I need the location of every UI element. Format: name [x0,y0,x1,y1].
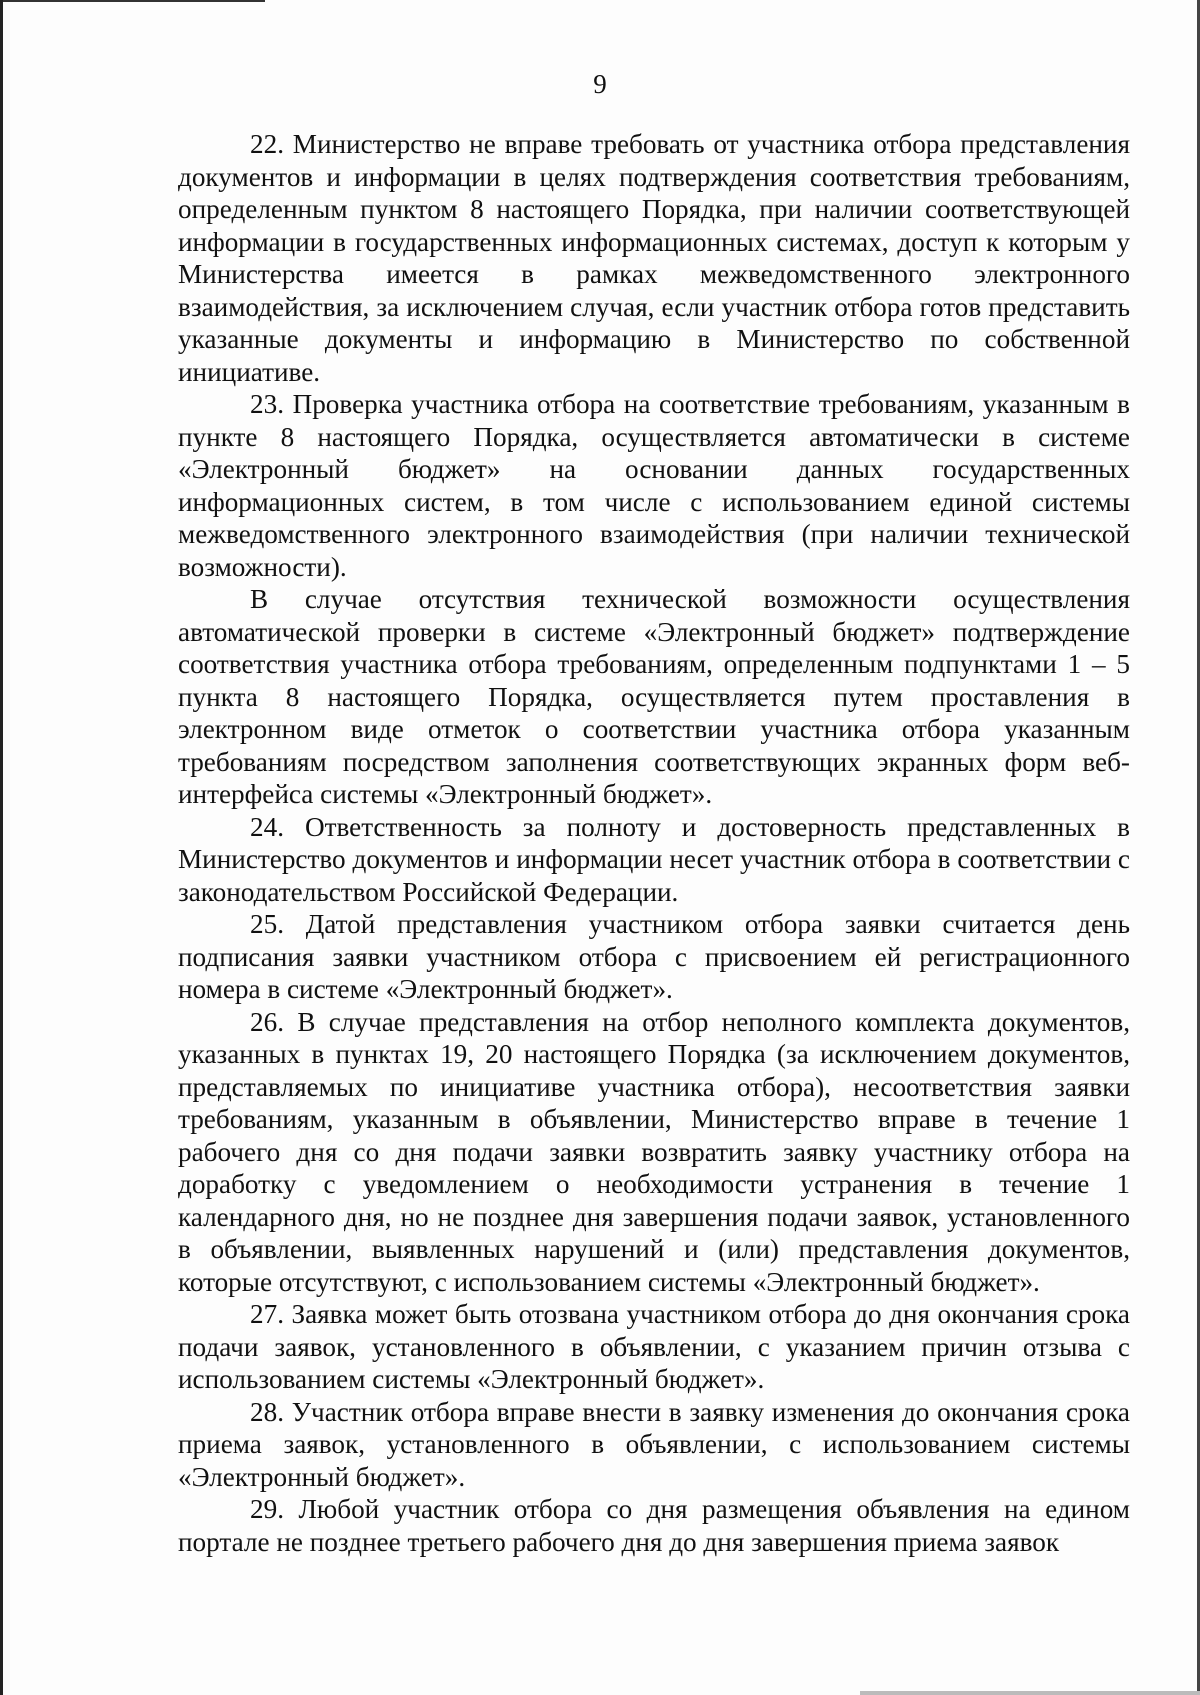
paragraph-27: 27. Заявка может быть отозвана участником отбора до дня окончания срока подачи заявок, установленного в объявлении, с указанием причин отзыва с использованием системы «Электронный бюджет». [178,1299,1130,1394]
paragraph-22: 22. Министерство не вправе требовать от участника отбора представления документов и информации в целях подтверждения соответствия требованиям, определенным пунктом 8 настоящего Порядка, при наличии соответствующей информации в государственных информационных системах, доступ к которым у Министерства имеется в рамках межведомственного электронного взаимодействия, за исключением случая, если участник отбора готов представить указанные документы и информацию в Министерство по собственной инициативе. [178,129,1130,387]
paragraph-23: 23. Проверка участника отбора на соответствие требованиям, указанным в пункте 8 настоящего Порядка, осуществляется автоматически в системе «Электронный бюджет» на основании данных государственных информационных систем, в том числе с использованием единой системы межведомственного электронного взаимодействия (при наличии технической возможности). [178,389,1130,582]
paragraph-29: 29. Любой участник отбора со дня размещения объявления на едином портале не позднее третьего рабочего дня до дня завершения приема заявок [178,1494,1130,1557]
paragraph-26: 26. В случае представления на отбор неполного комплекта документов, указанных в пунктах 19, 20 настоящего Порядка (за исключением документов, представляемых по инициативе участника отбора), несоответствия заявки требованиям, указанным в объявлении, Министерство вправе в течение 1 рабочего дня со дня подачи заявки возвратить заявку участнику отбора на доработку с уведомлением о необходимости устранения в течение 1 календарного дня, но не позднее дня завершения подачи заявок, установленного в объявлении, выявленных нарушений и (или) представления документов, которые отсутствуют, с использованием системы «Электронный бюджет». [178,1006,1130,1297]
document-body [178,128,1130,1558]
scan-edge-left [0,0,3,1695]
scan-edge-top [0,0,265,2]
scan-edge-bottom [860,1691,1200,1695]
paragraph-25: 25. Датой представления участником отбора заявки считается день подписания заявки участником отбора с присвоением ей регистрационного номера в системе «Электронный бюджет». [178,909,1130,1004]
paragraph-24: 24. Ответственность за полноту и достоверность представленных в Министерство документов и информации несет участник отбора в соответствии с законодательством Российской Федерации. [178,811,1130,907]
paragraph-23-continuation: В случае отсутствия технической возможности осуществления автоматической проверки в системе «Электронный бюджет» подтверждение соответствия участника отбора требованиям, определенным подпунктами 1 – 5 пункта 8 настоящего Порядка, осуществляется путем проставления в электронном виде отметок о соответствии участника отбора указанным требованиям посредством заполнения соответствующих экранных форм веб-интерфейса системы «Электронный бюджет». [178,584,1130,809]
page-number: 9 [593,69,607,99]
paragraph-28: 28. Участник отбора вправе внести в заявку изменения до окончания срока приема заявок, установленного в объявлении, с использованием системы «Электронный бюджет». [178,1396,1130,1492]
